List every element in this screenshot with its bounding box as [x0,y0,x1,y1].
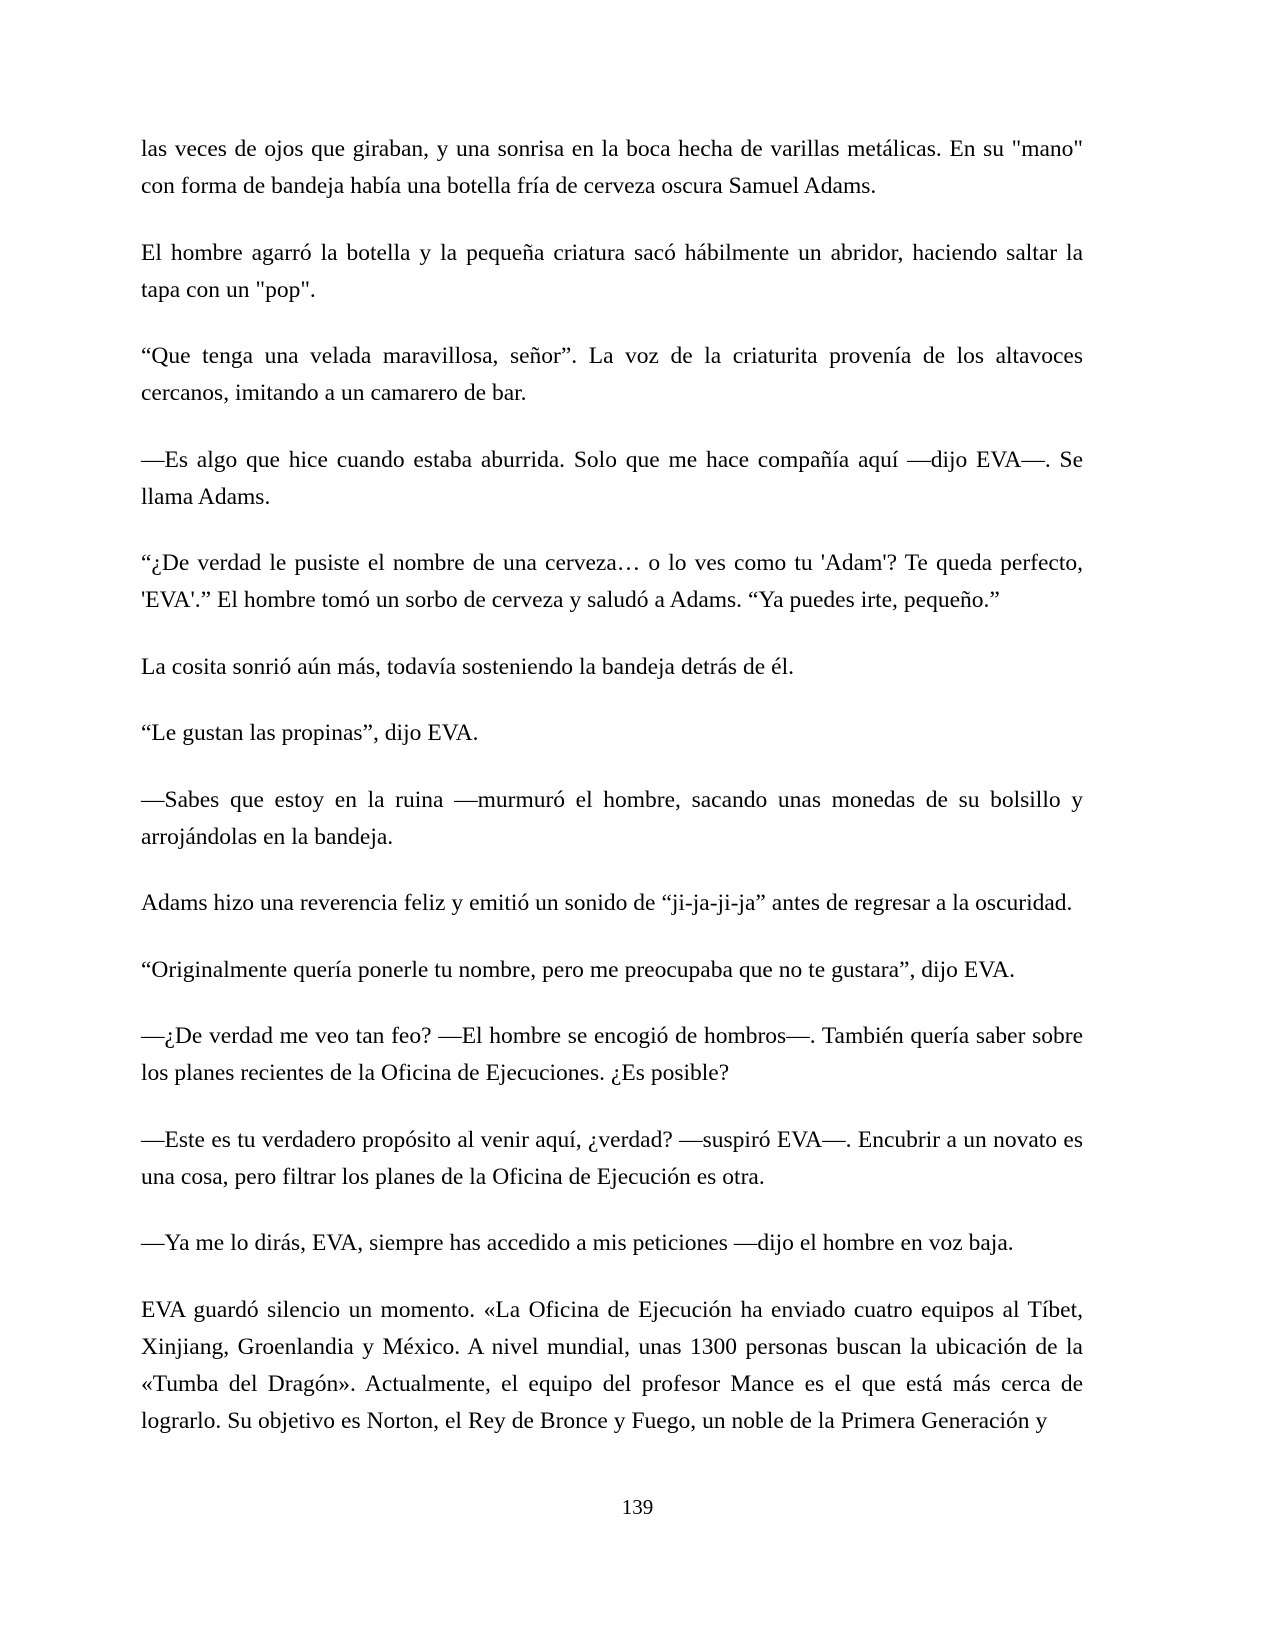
paragraph: “Que tenga una velada maravillosa, señor”. La voz de la criaturita provenía de los altavoces cercanos, imitando a un camarero de bar. [141,343,1083,406]
paragraph: EVA guardó silencio un momento. «La Oficina de Ejecución ha enviado cuatro equipos al Tíbet, Xinjiang, Groenlandia y México. A nivel mundial, unas 1300 personas buscan la ubicación de la «Tumba del Dragón». Actualmente, el equipo del profesor Mance es el que está más cerca de lograrlo. Su objetivo es Norton, el Rey de Bronce y Fuego, un noble de la Primera Generación y [141,1296,1083,1434]
paragraph: —Este es tu verdadero propósito al venir aquí, ¿verdad? —suspiró EVA—. Encubrir a un novato es una cosa, pero filtrar los planes de la Oficina de Ejecución es otra. [141,1126,1083,1190]
paragraph: La cosita sonrió aún más, todavía sosteniendo la bandeja detrás de él. [141,653,795,680]
paragraph: —Es algo que hice cuando estaba aburrida. Solo que me hace compañía aquí —dijo EVA—. Se llama Adams. [141,446,1083,510]
paragraph: —¿De verdad me veo tan feo? —El hombre se encogió de hombros—. También quería saber sobre los planes recientes de la Oficina de Ejecuciones. ¿Es posible? [141,1023,1083,1086]
paragraph: —Ya me lo dirás, EVA, siempre has accedido a mis peticiones —dijo el hombre en voz baja. [141,1230,1014,1256]
paragraph: Adams hizo una reverencia feliz y emitió un sonido de “ji-ja-ji-ja” antes de regresar a la oscuridad. [141,890,1073,916]
page-body-text [141,131,1083,1440]
paragraph: —Sabes que estoy en la ruina —murmuró el hombre, sacando unas monedas de su bolsillo y arrojándolas en la bandeja. [141,786,1083,850]
paragraph: las veces de ojos que giraban, y una sonrisa en la boca hecha de varillas metálicas. En su "mano" con forma de bandeja había una botella fría de cerveza oscura Samuel Adams. [141,136,1083,199]
paragraph: “¿De verdad le pusiste el nombre de una cerveza… o lo ves como tu 'Adam'? Te queda perfecto, 'EVA'.” El hombre tomó un sorbo de cerveza y saludó a Adams. “Ya puedes irte, pequeño.” [141,550,1083,613]
paragraph: El hombre agarró la botella y la pequeña criatura sacó hábilmente un abridor, haciendo saltar la tapa con un "pop". [141,239,1083,303]
paragraph: “Le gustan las propinas”, dijo EVA. [141,720,479,746]
paragraph: “Originalmente quería ponerle tu nombre, pero me preocupaba que no te gustara”, dijo EVA. [141,956,1015,983]
page-number: 139 [621,1495,654,1519]
